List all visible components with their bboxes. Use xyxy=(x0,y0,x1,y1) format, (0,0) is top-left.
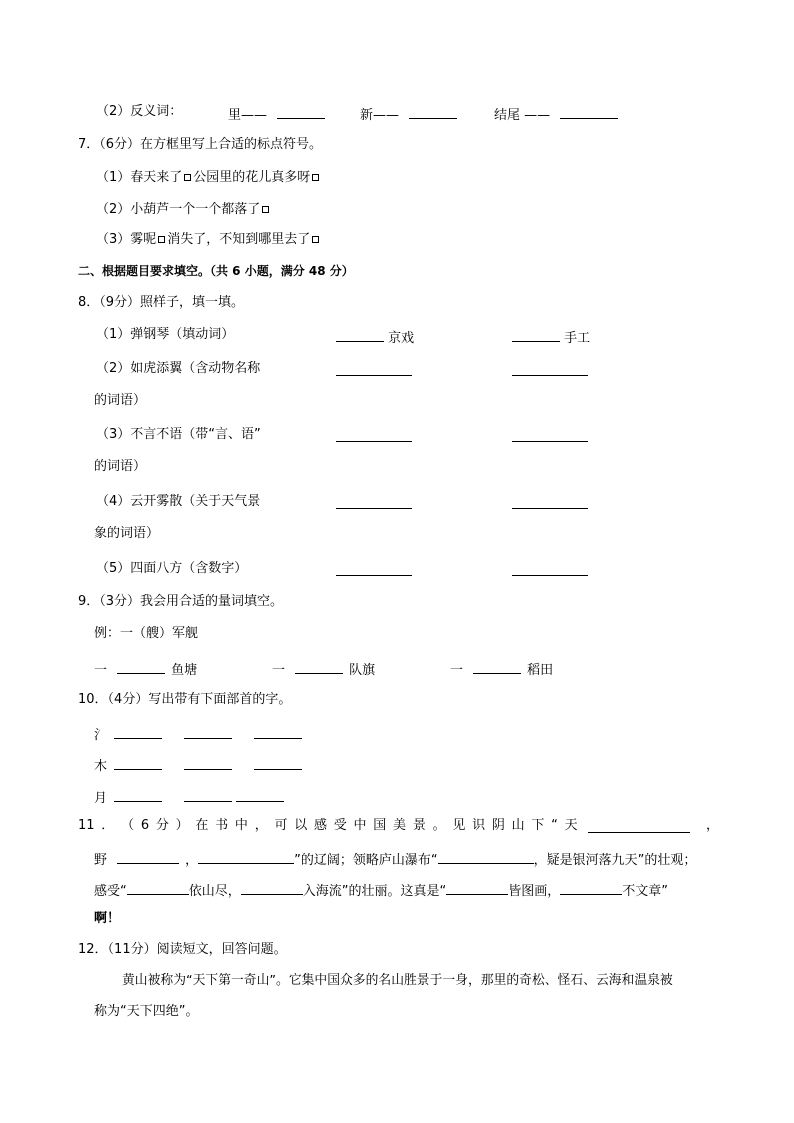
q8-item-1: （1）弹钢琴（填动词） xyxy=(96,327,235,342)
q10-row: 月 xyxy=(94,787,284,807)
answer-blank[interactable] xyxy=(560,880,622,895)
q8-title: 8．（9分）照样子，填一填。 xyxy=(78,295,245,310)
answer-blank[interactable] xyxy=(336,561,412,576)
q9-item: 一 队旗 xyxy=(272,659,375,679)
answer-blank[interactable] xyxy=(438,849,534,864)
punctuation-box[interactable] xyxy=(312,174,319,181)
answer-blank[interactable] xyxy=(184,787,232,802)
q8-item-1-answer: 京戏 xyxy=(336,327,414,347)
q12-paragraph-line-1: 黄山被称为“天下第一奇山”。它集中国众多的名山胜景于一身，那里的奇松、怪石、云海和温泉被 xyxy=(122,973,673,988)
answer-blank[interactable] xyxy=(446,880,508,895)
answer-blank[interactable] xyxy=(184,755,232,770)
answer-blank[interactable] xyxy=(254,724,302,739)
q6-label: （2）反义词： xyxy=(96,104,183,119)
q9-title: 9．（3分）我会用合适的量词填空。 xyxy=(78,594,284,609)
answer-blank[interactable] xyxy=(114,724,162,739)
punctuation-box[interactable] xyxy=(184,174,191,181)
answer-blank[interactable] xyxy=(254,755,302,770)
answer-blank[interactable] xyxy=(336,494,412,509)
q12-title: 12．（11分）阅读短文，回答问题。 xyxy=(78,942,287,957)
q6-antonym-row xyxy=(96,104,182,120)
q12-paragraph-line-2: 称为“天下四绝”。 xyxy=(94,1004,199,1019)
answer-blank[interactable] xyxy=(512,494,588,509)
q8-item-2: （2）如虎添翼（含动物名称 xyxy=(96,361,261,376)
q8-item-5: （5）四面八方（含数字） xyxy=(96,561,248,576)
answer-blank[interactable] xyxy=(295,659,343,674)
exam-page: （2）反义词： 里—— 新—— 结尾 —— 7．（6分）在方框里写上合适的标点符号。 （1）春天来了 公园里的花儿真多呀 （2）小葫芦一个一个都落了 （3）雾呢 消失了，不知到哪里去了 二、根据题目要求填空。（共 6 小题，满分 48 分） 8．（9分）照样子，填一填。 （1）弹钢琴（填动词） 京戏 手工 （2）如虎添翼（含动物名称 的词语） （3）不言不语（带“言、语” 的词语） （4）云开雾散（关于天气景 象的词语） （5）四面八方（含数字） 9．（3分）我会用合适的量词填空。 例：一（艘）军舰 一 鱼塘 一 队旗 一 稻田 10．（4分）写出带有下面部首的字。 氵 木 月 11 ． （ 6 分 ） 在 书 中 ， 可 以 感 受 中 国 美 景 。 见 识 阴 山 下 “ 天 ， 野 ， ”的辽阔；领略庐山瀑布“ ，疑是银河落九天”的壮观； 感受“ 依山尽， 入海流”的壮丽。这真是“ 皆图画， 不文章” 啊！ 12．（11分）阅读短文，回答问题。 黄山被称为“天下第一奇山”。它集中国众多的名山胜景于一身，那里的奇松、怪石、云海和温泉被 称为“天下四绝”。 xyxy=(78,104,720,1019)
answer-blank[interactable] xyxy=(277,104,325,119)
answer-blank[interactable] xyxy=(114,787,162,802)
answer-blank[interactable] xyxy=(184,724,232,739)
answer-blank[interactable] xyxy=(512,327,560,342)
answer-blank[interactable] xyxy=(336,361,412,376)
q8-item-3-cont: 的词语） xyxy=(94,459,147,474)
punctuation-box[interactable] xyxy=(158,236,165,243)
q7-item-3: （3）雾呢 消失了，不知到哪里去了 xyxy=(96,232,321,248)
q6-item: 新—— xyxy=(360,104,457,124)
q11-line-4: 啊！ xyxy=(94,911,121,926)
section-2-title: 二、根据题目要求填空。（共 6 小题，满分 48 分） xyxy=(78,264,354,278)
answer-blank[interactable] xyxy=(512,361,588,376)
q8-item-2-cont: 的词语） xyxy=(94,393,147,408)
q9-item: 一 稻田 xyxy=(450,659,553,679)
q11-head: 11 ． （ 6 分 ） 在 书 中 ， 可 以 感 受 中 国 美 景 。 见 识 阴 山 下 “ 天 xyxy=(78,818,578,833)
q6-item: 里—— xyxy=(228,104,325,124)
q10-row: 氵 xyxy=(94,724,302,744)
q7-title: 7．（6分）在方框里写上合适的标点符号。 xyxy=(78,137,323,152)
answer-blank[interactable] xyxy=(336,327,384,342)
answer-blank[interactable] xyxy=(560,104,618,119)
q10-title: 10．（4分）写出带有下面部首的字。 xyxy=(78,692,292,707)
q11-line-2: 野 ， ”的辽阔；领略庐山瀑布“ ，疑是银河落九天”的壮观； xyxy=(94,849,696,869)
answer-blank[interactable] xyxy=(512,427,588,442)
punctuation-box[interactable] xyxy=(262,206,269,213)
answer-blank[interactable] xyxy=(241,880,303,895)
answer-blank[interactable] xyxy=(117,849,179,864)
answer-blank[interactable] xyxy=(114,755,162,770)
q8-item-1-answer: 手工 xyxy=(512,327,590,347)
q11-line-3: 感受“ 依山尽， 入海流”的壮丽。这真是“ 皆图画， 不文章” xyxy=(94,880,668,900)
q10-row: 木 xyxy=(94,755,302,775)
q7-item-2: （2）小葫芦一个一个都落了 xyxy=(96,202,271,218)
q7-item-1: （1）春天来了 公园里的花儿真多呀 xyxy=(96,170,321,186)
q11-head-blank xyxy=(588,818,690,838)
q8-item-3: （3）不言不语（带“言、语” xyxy=(96,427,261,442)
answer-blank[interactable] xyxy=(409,104,457,119)
answer-blank[interactable] xyxy=(473,659,521,674)
q8-item-4: （4）云开雾散（关于天气景 xyxy=(96,494,261,509)
q8-item-4-cont: 象的词语） xyxy=(94,526,160,541)
answer-blank[interactable] xyxy=(512,561,588,576)
q6-item: 结尾 —— xyxy=(494,104,618,124)
answer-blank[interactable] xyxy=(336,427,412,442)
q9-example: 例：一（艘）军舰 xyxy=(94,626,199,641)
answer-blank[interactable] xyxy=(588,818,690,833)
answer-blank[interactable] xyxy=(127,880,189,895)
answer-blank[interactable] xyxy=(236,787,284,802)
answer-blank[interactable] xyxy=(198,849,294,864)
punctuation-box[interactable] xyxy=(312,236,319,243)
q9-item: 一 鱼塘 xyxy=(94,659,197,679)
answer-blank[interactable] xyxy=(117,659,165,674)
